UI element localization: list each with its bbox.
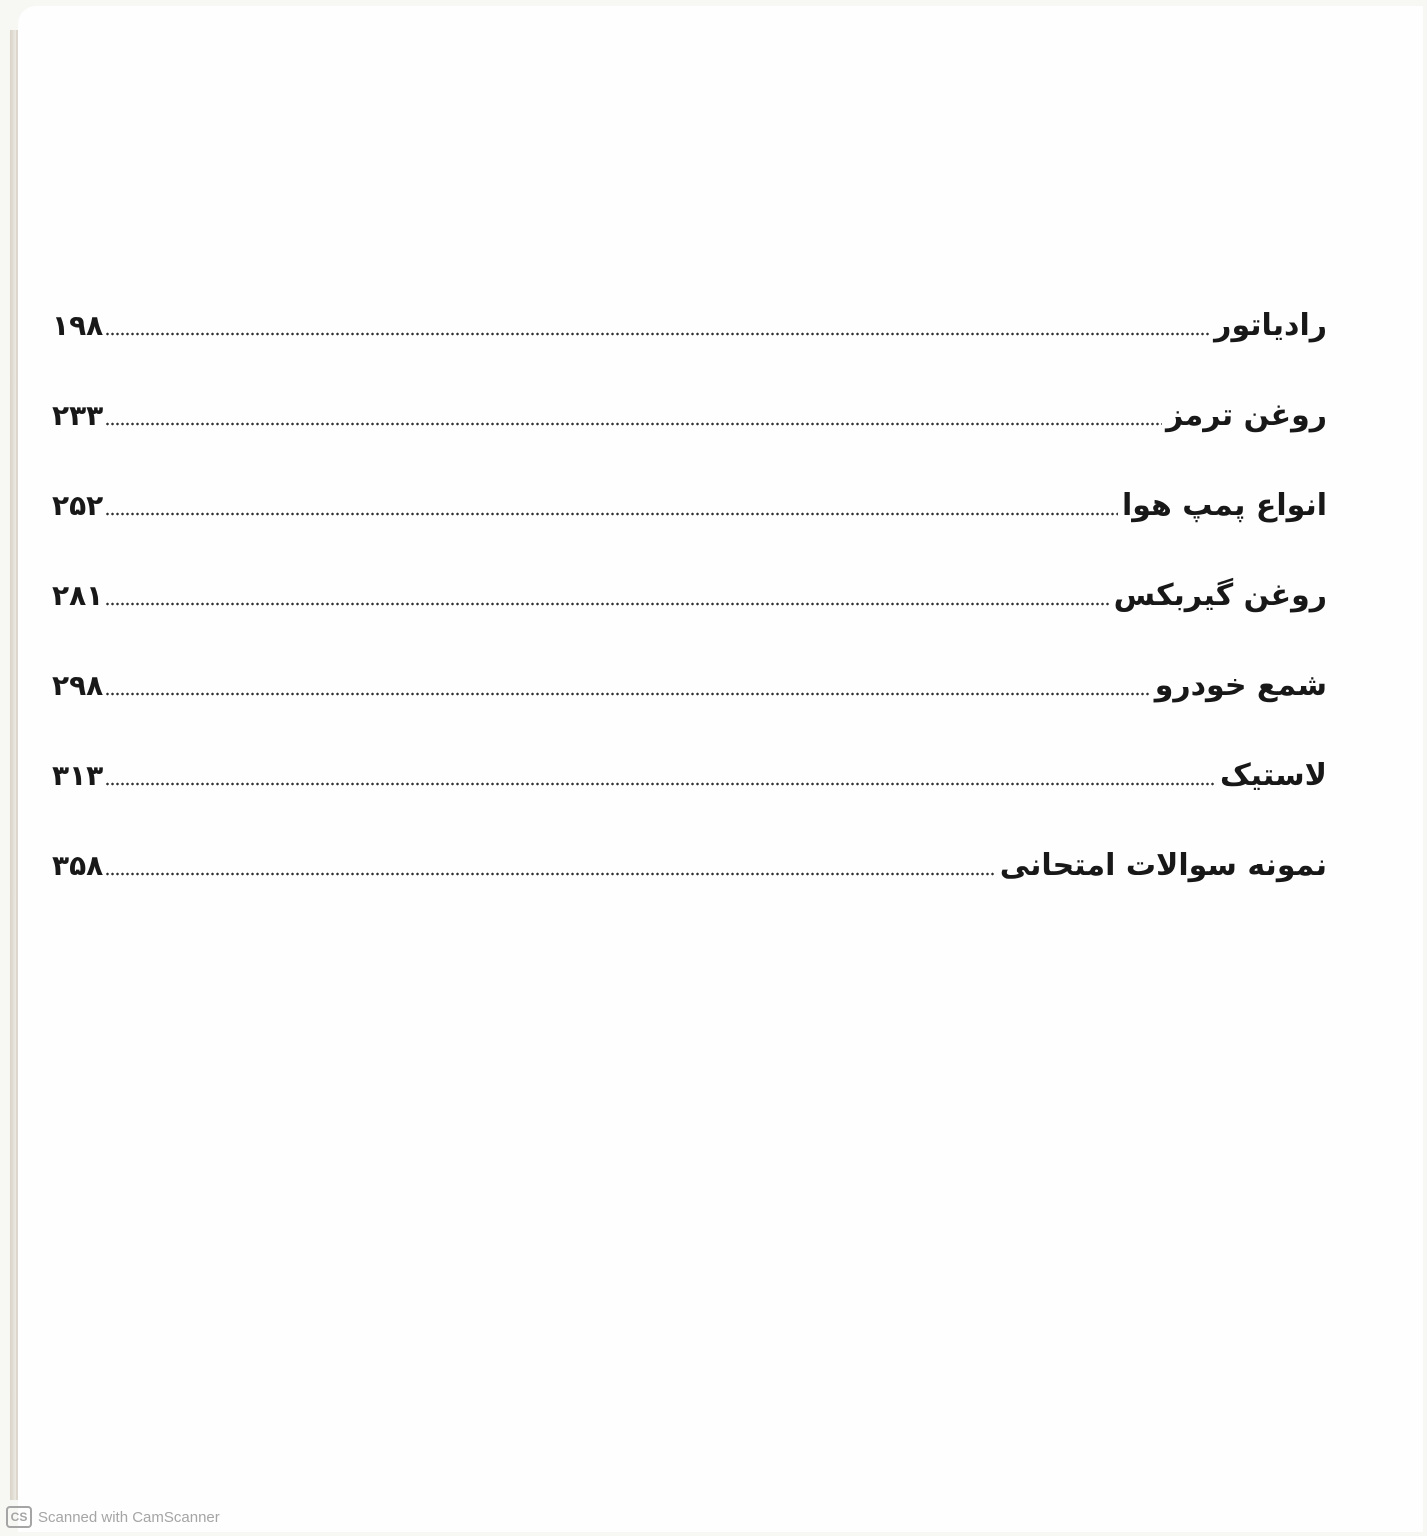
dot-leader — [105, 512, 1118, 516]
camscanner-logo-icon: CS — [6, 1506, 32, 1528]
toc-entry-page: ۳۵۸ — [52, 848, 104, 882]
toc-entry-title: شمع خودرو — [1154, 667, 1327, 703]
watermark-label: Scanned with CamScanner — [38, 1508, 220, 1526]
toc-entry-title: نمونه سوالات امتحانی — [999, 847, 1327, 883]
toc-entry-page: ۱۹۸ — [52, 308, 104, 342]
dot-leader — [105, 872, 996, 876]
toc-entry-page: ۲۳۳ — [52, 398, 104, 432]
page-binding-edge — [10, 30, 18, 1500]
toc-entry-page: ۲۸۱ — [52, 578, 104, 612]
table-of-contents — [52, 280, 1327, 910]
scanner-watermark — [6, 1506, 220, 1528]
toc-entry-brake-oil[interactable] — [52, 370, 1327, 460]
dot-leader — [105, 692, 1150, 696]
toc-entry-title: روغن ترمز — [1165, 397, 1327, 433]
toc-entry-title: روغن گیربکس — [1113, 577, 1327, 613]
toc-entry-page: ۲۹۸ — [52, 668, 104, 702]
toc-entry-spark-plug[interactable] — [52, 640, 1327, 730]
toc-entry-title: انواع پمپ هوا — [1121, 487, 1327, 523]
dot-leader — [105, 782, 1216, 786]
toc-entry-page: ۳۱۳ — [52, 758, 104, 792]
toc-entry-tire[interactable] — [52, 730, 1327, 820]
toc-entry-radiator[interactable] — [52, 280, 1327, 370]
toc-entry-title: لاستیک — [1219, 757, 1327, 793]
dot-leader — [105, 332, 1210, 336]
toc-entry-sample-questions[interactable] — [52, 820, 1327, 910]
toc-entry-page: ۲۵۲ — [52, 488, 104, 522]
toc-entry-title: رادیاتور — [1214, 307, 1327, 343]
dot-leader — [105, 422, 1162, 426]
toc-entry-air-pumps[interactable] — [52, 460, 1327, 550]
toc-entry-gearbox-oil[interactable] — [52, 550, 1327, 640]
dot-leader — [105, 602, 1109, 606]
